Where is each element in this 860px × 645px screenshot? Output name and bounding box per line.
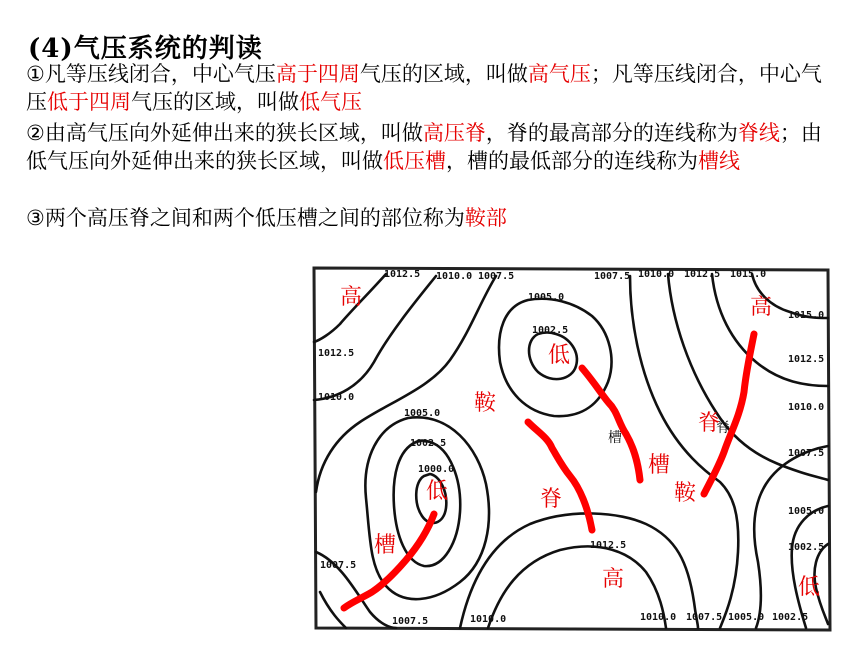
value-top-4: 1007.5 — [594, 271, 631, 282]
paragraph-saddle — [26, 204, 826, 232]
value-bottom-5: 1005.0 — [728, 612, 765, 623]
value-left-3: 1007.5 — [320, 560, 357, 571]
isobar-1010-topleft — [314, 276, 436, 400]
label-trough-center: 槽 — [648, 453, 671, 478]
value-top-6: 1012.5 — [684, 269, 721, 280]
value-bottom-6: 1002.5 — [772, 612, 809, 623]
value-top-2: 1010.0 — [436, 271, 473, 282]
value-bottom-4: 1007.5 — [686, 612, 723, 623]
p2-highlight-trough-line: 槽线 — [698, 149, 740, 173]
p2-text-g: ，槽的最低部分的连线称为 — [446, 149, 698, 173]
red-annotation-lines — [344, 334, 754, 608]
p1-highlight-high-pressure: 高气压 — [527, 62, 591, 86]
value-1002-5-left: 1002.5 — [410, 438, 447, 449]
p1-text-c: 气压的区域，叫做 — [359, 62, 528, 86]
printed-trough-char: 槽 — [608, 430, 622, 446]
value-left-2: 1010.0 — [318, 392, 355, 403]
label-high-topright: 高 — [750, 295, 773, 320]
paragraph-high-low-pressure — [26, 60, 826, 116]
label-high-topleft: 高 — [340, 285, 363, 310]
p2-text-c: ，脊的最高部分的连线称为 — [485, 121, 738, 145]
value-1000-left: 1000.0 — [418, 464, 455, 475]
value-right-5: 1005.0 — [788, 506, 825, 517]
value-right-3: 1010.0 — [788, 402, 825, 413]
value-1005-left: 1005.0 — [404, 408, 441, 419]
value-top-3: 1007.5 — [478, 271, 515, 282]
isobar-map — [300, 262, 840, 637]
p2-highlight-trough: 低压槽 — [383, 149, 446, 173]
label-saddle-left: 鞍 — [474, 391, 497, 416]
trough-line-top — [582, 368, 640, 480]
section-title: (4)气压系统的判读 — [28, 34, 263, 64]
value-right-6: 1002.5 — [788, 542, 825, 553]
value-1002-5-top: 1002.5 — [532, 325, 569, 336]
label-ridge-center: 脊 — [540, 487, 563, 512]
label-low-top: 低 — [548, 343, 571, 368]
value-bottom-3: 1010.0 — [640, 612, 677, 623]
p1-highlight-low-pressure: 低气压 — [299, 90, 362, 114]
isobar-1012-5-right — [712, 274, 828, 386]
label-high-bottom: 高 — [602, 567, 625, 592]
isobar-1007-5-right — [754, 446, 828, 628]
label-trough-left: 槽 — [374, 533, 397, 558]
label-ridge-right: 脊 — [698, 411, 721, 436]
value-right-2: 1012.5 — [788, 354, 825, 365]
label-low-left: 低 — [426, 479, 449, 504]
p3-highlight-saddle: 鞍部 — [464, 206, 507, 230]
value-top-5: 1010.0 — [638, 269, 675, 280]
p1-highlight-lower: 低于四周 — [47, 90, 131, 114]
p2-highlight-ridge-line: 脊线 — [737, 121, 780, 145]
p2-text-a: ②由高气压向外延伸出来的狭长区域，叫做 — [26, 121, 423, 145]
value-1012-5-bottom: 1012.5 — [590, 540, 627, 551]
value-left-1: 1012.5 — [318, 348, 355, 359]
value-1005-top: 1005.0 — [528, 292, 565, 303]
p2-highlight-ridge: 高压脊 — [422, 121, 486, 145]
value-right-1: 1015.0 — [788, 310, 825, 321]
p3-text-a: ③两个高压脊之间和两个低压槽之间的部位称为 — [26, 206, 465, 230]
label-saddle-right: 鞍 — [674, 481, 697, 506]
value-top-1: 1012.5 — [384, 269, 421, 280]
value-bottom-2: 1010.0 — [470, 614, 507, 625]
p2-text-e: ；由低气压向外延伸出来的狭长区域，叫做 — [26, 121, 822, 173]
value-top-7: 1015.0 — [730, 269, 767, 280]
p1-text-e: ；凡等压线闭合，中心气压 — [26, 62, 822, 114]
printed-ridge-char: 脊 — [716, 420, 730, 436]
label-low-bottomright: 低 — [798, 575, 821, 600]
p1-highlight-higher: 高于四周 — [275, 62, 360, 86]
paragraph-ridge-trough — [26, 119, 826, 175]
p1-text-a: ①凡等压线闭合，中心气压 — [26, 62, 276, 86]
value-bottom-1: 1007.5 — [392, 616, 429, 627]
p1-text-g: 气压的区域，叫做 — [131, 90, 299, 114]
value-right-4: 1007.5 — [788, 448, 825, 459]
